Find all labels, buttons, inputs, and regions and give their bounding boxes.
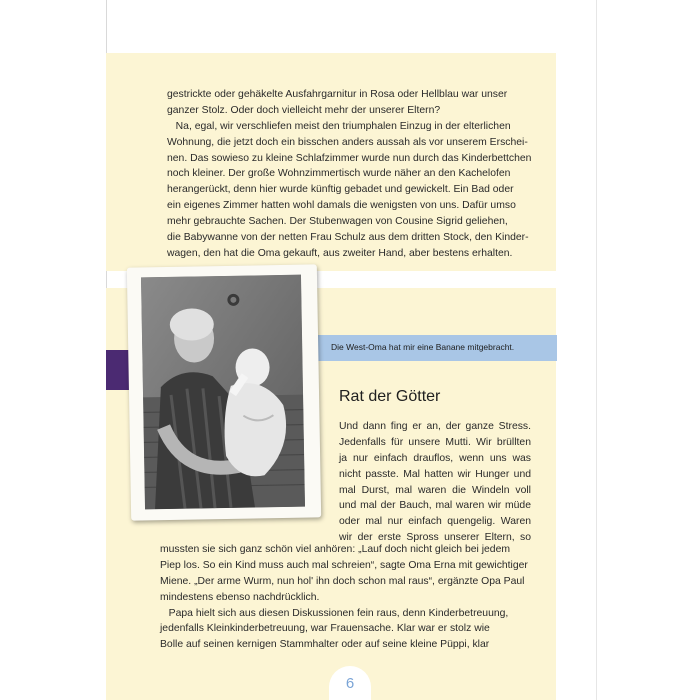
photo-caption: Die West-Oma hat mir eine Banane mitgebracht. xyxy=(331,342,515,352)
text-line: mussten sie sich ganz schön viel anhören: „Lauf doch nicht gleich bei jedem xyxy=(160,544,511,555)
text-line: Wohnung, die jetzt doch ein bisschen anders aussah als vor unserem Erschei- xyxy=(167,136,528,148)
top-paragraphs xyxy=(167,87,537,262)
text-line: Papa hielt sich aus diesen Diskussionen fein raus, denn Kinderbetreuung, xyxy=(160,607,509,619)
text-line: Bolle auf seinen kernigen Stammhalter oder auf seine kleine Püppi, klar xyxy=(160,639,490,651)
text-line: nicht passte. Mal hatten wir Hunger und xyxy=(339,468,531,480)
text-line: Na, egal, wir verschliefen meist den triumphalen Einzug in der elterlichen xyxy=(167,120,511,132)
text-line: Jedenfalls für unsere Mutti. Wir brüllten xyxy=(339,436,531,448)
photo-image xyxy=(141,275,305,510)
text-line: wir der erste Spross unserer Eltern, so xyxy=(339,532,531,544)
text-line: die Babywanne von der netten Frau Schulz aus dem dritten Stock, den Kinder- xyxy=(167,232,529,244)
text-line: jedenfalls Kleinkinderbetreuung, war Frauensache. Klar war er stolz wie xyxy=(160,623,490,635)
text-line: wagen, den hat die Oma gekauft, aus zweiter Hand, aber bestens erhalten. xyxy=(167,247,513,259)
page-number-tab xyxy=(329,666,371,700)
text-line: mehr gebrauchte Sachen. Der Stubenwagen von Cousine Sigrid geliehen, xyxy=(167,216,508,228)
text-line: gestrickte oder gehäkelte Ausfahrgarnitur in Rosa oder Hellblau war unser xyxy=(167,89,508,100)
text-line: Piep los. So ein Kind muss auch mal schreien“, sagte Oma Erna mit gewichtiger xyxy=(160,559,528,571)
text-line: Miene. „Der arme Wurm, nun hol' ihn doch schon mal raus“, ergänzte Opa Paul xyxy=(160,575,525,587)
text-line: ja nur einfach drauflos, wenn uns was xyxy=(339,452,531,464)
vintage-photo xyxy=(127,264,321,520)
text-line: und mal der Bauch, mal waren wir müde xyxy=(339,500,531,512)
text-line: mindestens ebenso nachdrücklich. xyxy=(160,591,320,603)
text-line: noch kleiner. Der große Wohnzimmertisch wurde näher an den Kachelofen xyxy=(167,168,511,180)
section-heading: Rat der Götter xyxy=(339,388,441,405)
text-line: ein eigenes Zimmer hatten wohl damals die wenigsten von uns. Dafür umso xyxy=(167,200,516,212)
text-line: nen. Das sowieso zu kleine Schlafzimmer wurde nun durch das Kinderbettchen xyxy=(167,152,532,164)
page-number: 6 xyxy=(345,675,355,692)
right-column-text xyxy=(339,419,531,546)
text-line: Und dann fing er an, der ganze Stress. xyxy=(339,421,531,432)
text-line: herangerückt, denn hier wurde künftig gebadet und gewickelt. Ein Bad oder xyxy=(167,184,514,196)
text-line: ganzer Stolz. Oder doch vielleicht mehr der unserer Eltern? xyxy=(167,104,441,116)
text-line: oder mal nur einfach quengelig. Waren xyxy=(339,516,531,528)
text-line: mal Durst, mal waren die Windeln voll xyxy=(339,484,531,496)
bottom-paragraphs xyxy=(160,542,538,653)
